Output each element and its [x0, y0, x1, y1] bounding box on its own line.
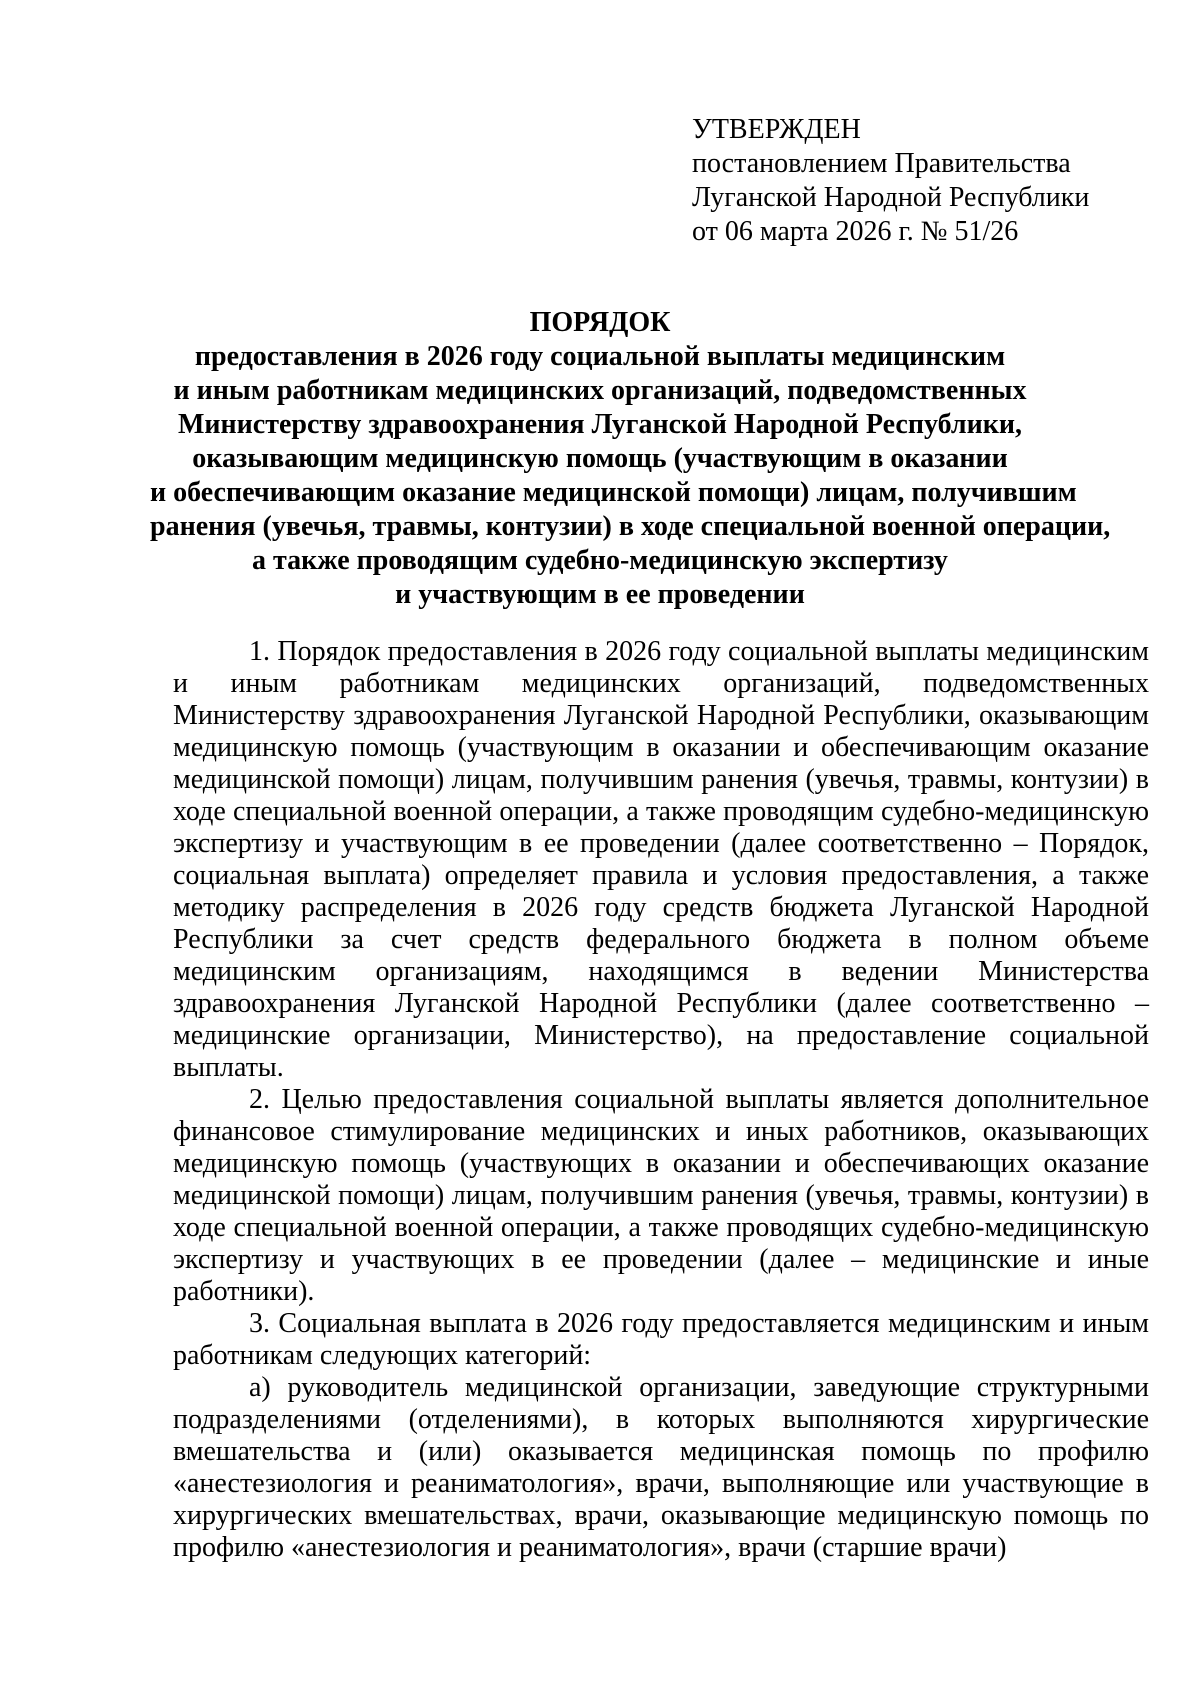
paragraph-3a: а) руководитель медицинской организации, заведующие структурными подразделениями (отделениями), в которых выполняются хирургические вмешательства и (или) оказывается медицинская помощь по профилю «анестезиология и реаниматология», врачи, выполняющие или участвующие в хирургических вмешательствах, врачи, оказывающие медицинскую помощь по профилю «анестезиология и реаниматология», врачи (старшие врачи)	[173, 1372, 1149, 1563]
document-subtitle-line: и участвующим в ее проведении	[395, 579, 805, 610]
paragraph-2: 2. Целью предоставления социальной выплаты является дополнительное финансовое стимулирование медицинских и иных работников, оказывающих медицинскую помощь (участвующих в оказании и обеспечивающих оказание медицинской помощи) лицам, получившим ранения (увечья, травмы, контузии) в ходе специальной военной операции, а также проводящих судебно-медицинскую экспертизу и участвующих в ее проведении (далее – медицинские и иные работники).	[173, 1084, 1149, 1307]
document-subtitle-line: оказывающим медицинскую помощь (участвующим в оказании	[192, 443, 1008, 474]
document-subtitle-line: и обеспечивающим оказание медицинской помощи) лицам, получившим	[150, 477, 1077, 508]
document-subtitle-line: предоставления в 2026 году социальной выплаты медицинским	[194, 341, 1006, 372]
document-title-block	[150, 306, 1111, 612]
approval-date-number: от 06 марта 2026 г. № 51/26	[692, 216, 1019, 247]
document-subtitle-line: ранения (увечья, травмы, контузии) в ходе специальной военной операции,	[150, 511, 1111, 542]
approval-resolution: постановлением Правительства	[692, 148, 1071, 179]
approval-stamp	[692, 113, 1172, 249]
document-title: ПОРЯДОК	[529, 307, 671, 338]
approval-authority: Луганской Народной Республики	[692, 182, 1090, 213]
document-subtitle-line: а также проводящим судебно-медицинскую экспертизу	[252, 545, 948, 576]
approval-status: УТВЕРЖДЕН	[692, 114, 861, 145]
document-subtitle-line: и иным работникам медицинских организаций, подведомственных	[173, 375, 1027, 406]
paragraph-1: 1. Порядок предоставления в 2026 году социальной выплаты медицинским и иным работникам медицинских организаций, подведомственных Министерству здравоохранения Луганской Народной Республики, оказывающим медицинскую помощь (участвующим в оказании и обеспечивающим оказание медицинской помощи) лицам, получившим ранения (увечья, травмы, контузии) в ходе специальной военной операции, а также проводящим судебно-медицинскую экспертизу и участвующим в ее проведении (далее соответственно – Порядок, социальная выплата) определяет правила и условия предоставления, а также методику распределения в 2026 году средств бюджета Луганской Народной Республики за счет средств федерального бюджета в полном объеме медицинским организациям, находящимся в ведении Министерства здравоохранения Луганской Народной Республики (далее соответственно – медицинские организации, Министерство), на предоставление социальной выплаты.	[173, 636, 1149, 1083]
document-subtitle-line: Министерству здравоохранения Луганской Народной Республики,	[177, 409, 1023, 440]
document-body	[173, 636, 1149, 1564]
paragraph-3: 3. Социальная выплата в 2026 году предоставляется медицинским и иным работникам следующих категорий:	[173, 1308, 1149, 1371]
